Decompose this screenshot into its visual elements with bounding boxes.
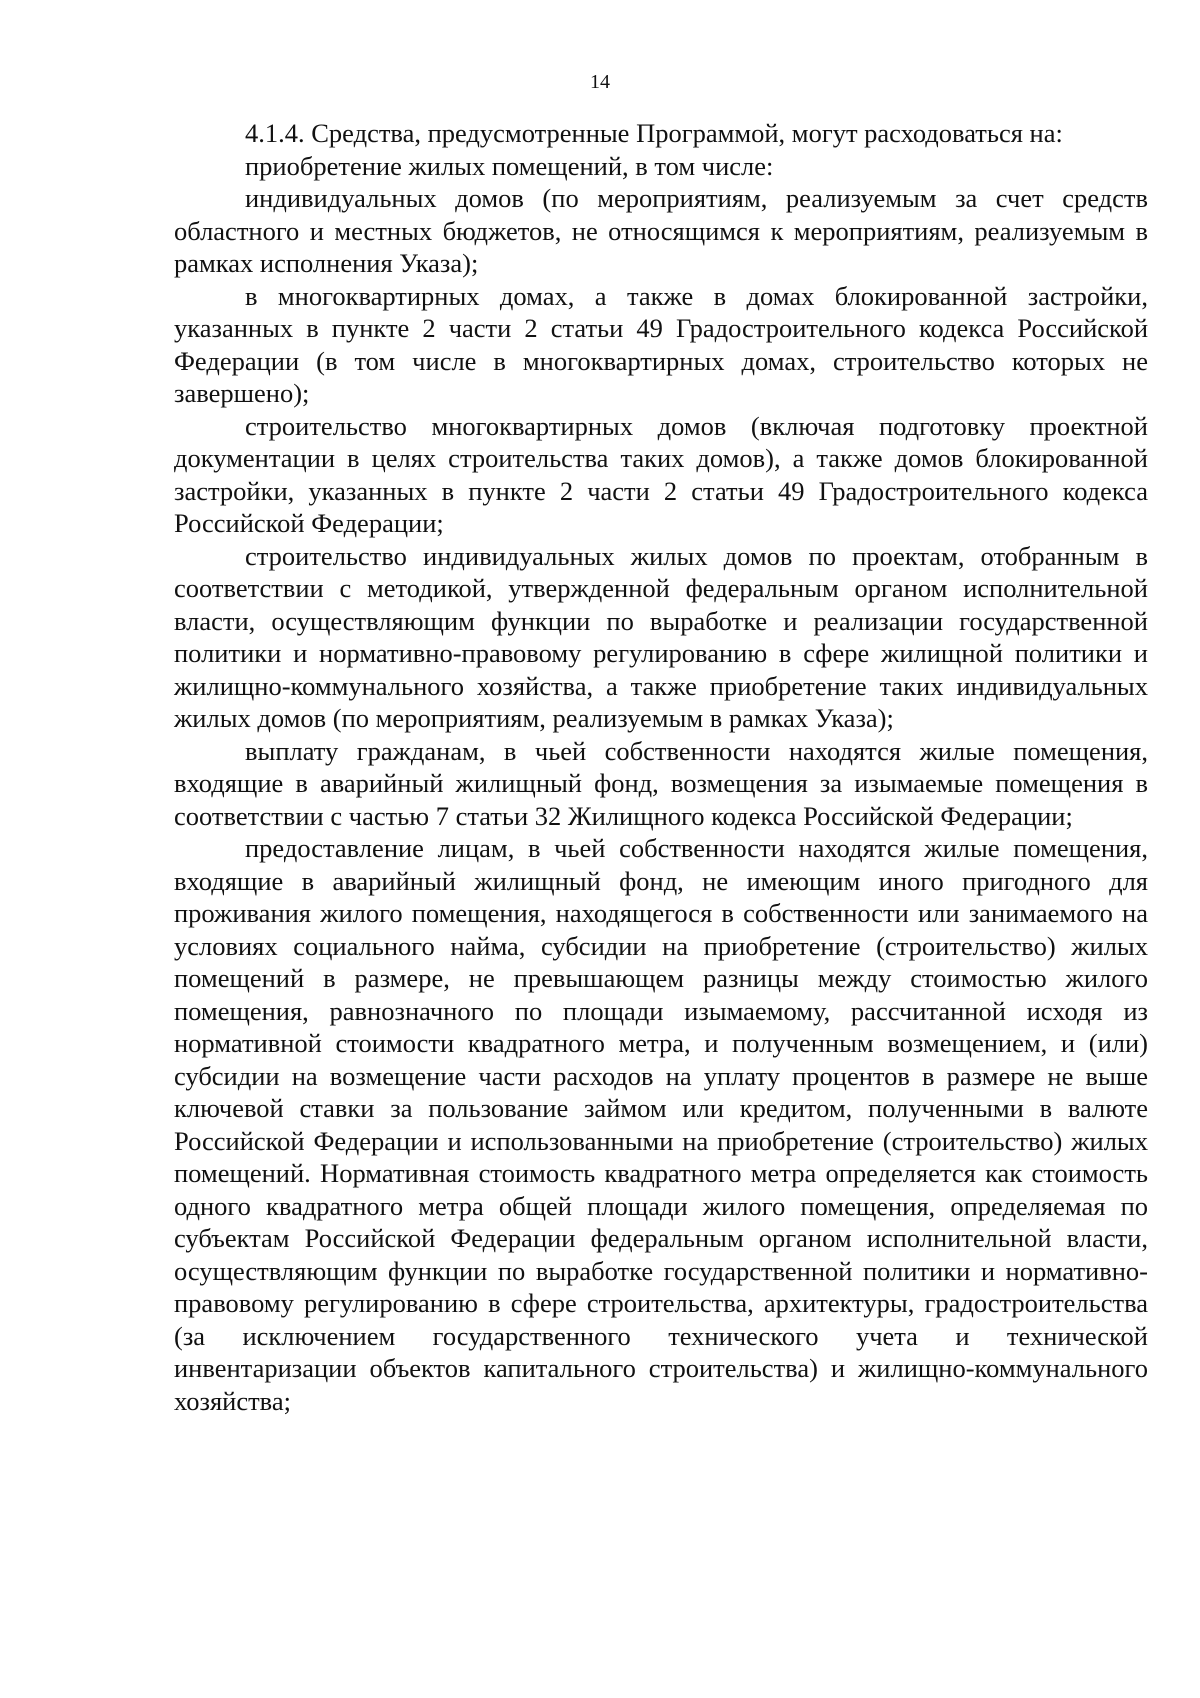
paragraph-apartment-buildings: в многоквартирных домах, а также в домах блокированной застройки, указанных в пункте 2 части 2 статьи 49 Градостроительного кодекса Российской Федерации (в том числе в многоквартирных домах, строительство которых не завершено);	[174, 280, 1148, 408]
paragraph-individual-houses: индивидуальных домов (по мероприятиям, реализуемым за счет средств областного и местных бюджетов, не относящимся к мероприятиям, реализуемым в рамках исполнения Указа);	[174, 183, 1148, 278]
paragraph-clause-4-1-4: 4.1.4. Средства, предусмотренные Программой, могут расходоваться на:	[245, 118, 1063, 148]
paragraph-acquisition: приобретение жилых помещений, в том числе:	[245, 150, 774, 181]
page-number: 14	[590, 71, 610, 93]
paragraph-construction-apartment-buildings: строительство многоквартирных домов (включая подготовку проектной документации в целях строительства таких домов), а также домов блокированной застройки, указанных в пункте 2 части 2 статьи 49 Градостроительного кодекса Российской Федерации;	[174, 410, 1148, 538]
document-body	[174, 117, 1148, 1417]
paragraph-compensation-payment: выплату гражданам, в чьей собственности находятся жилые помещения, входящие в аварийный жилищный фонд, возмещения за изымаемые помещения в соответствии с частью 7 статьи 32 Жилищного кодекса Российской Федерации;	[174, 735, 1148, 831]
paragraph-construction-individual-houses: строительство индивидуальных жилых домов по проектам, отобранным в соответствии с методикой, утвержденной федеральным органом исполнительной власти, осуществляющим функции по выработке и реализации государственной политики и нормативно-правовому регулированию в сфере жилищной политики и жилищно-коммунального хозяйства, а также приобретение таких индивидуальных жилых домов (по мероприятиям, реализуемым в рамках Указа);	[174, 540, 1148, 733]
paragraph-subsidy-provision: предоставление лицам, в чьей собственности находятся жилые помещения, входящие в аварийный жилищный фонд, не имеющим иного пригодного для проживания жилого помещения, находящегося в собственности или занимаемого на условиях социального найма, субсидии на приобретение (строительство) жилых помещений в размере, не превышающем разницы между стоимостью жилого помещения, равнозначного по площади изымаемому, рассчитанной исходя из нормативной стоимости квадратного метра, и полученным возмещением, и (или) субсидии на возмещение части расходов на уплату процентов в размере не выше ключевой ставки за пользование займом или кредитом, полученными в валюте Российской Федерации и использованными на приобретение (строительство) жилых помещений. Нормативная стоимость квадратного метра определяется как стоимость одного квадратного метра общей площади жилого помещения, определяемая по субъектам Российской Федерации федеральным органом исполнительной власти, осуществляющим функции по выработке государственной политики и нормативно-правовому регулированию в сфере строительства, архитектуры, градостроительства (за исключением государственного технического учета и технической инвентаризации объектов капитального строительства) и жилищно-коммунального хозяйства;	[174, 833, 1148, 1416]
